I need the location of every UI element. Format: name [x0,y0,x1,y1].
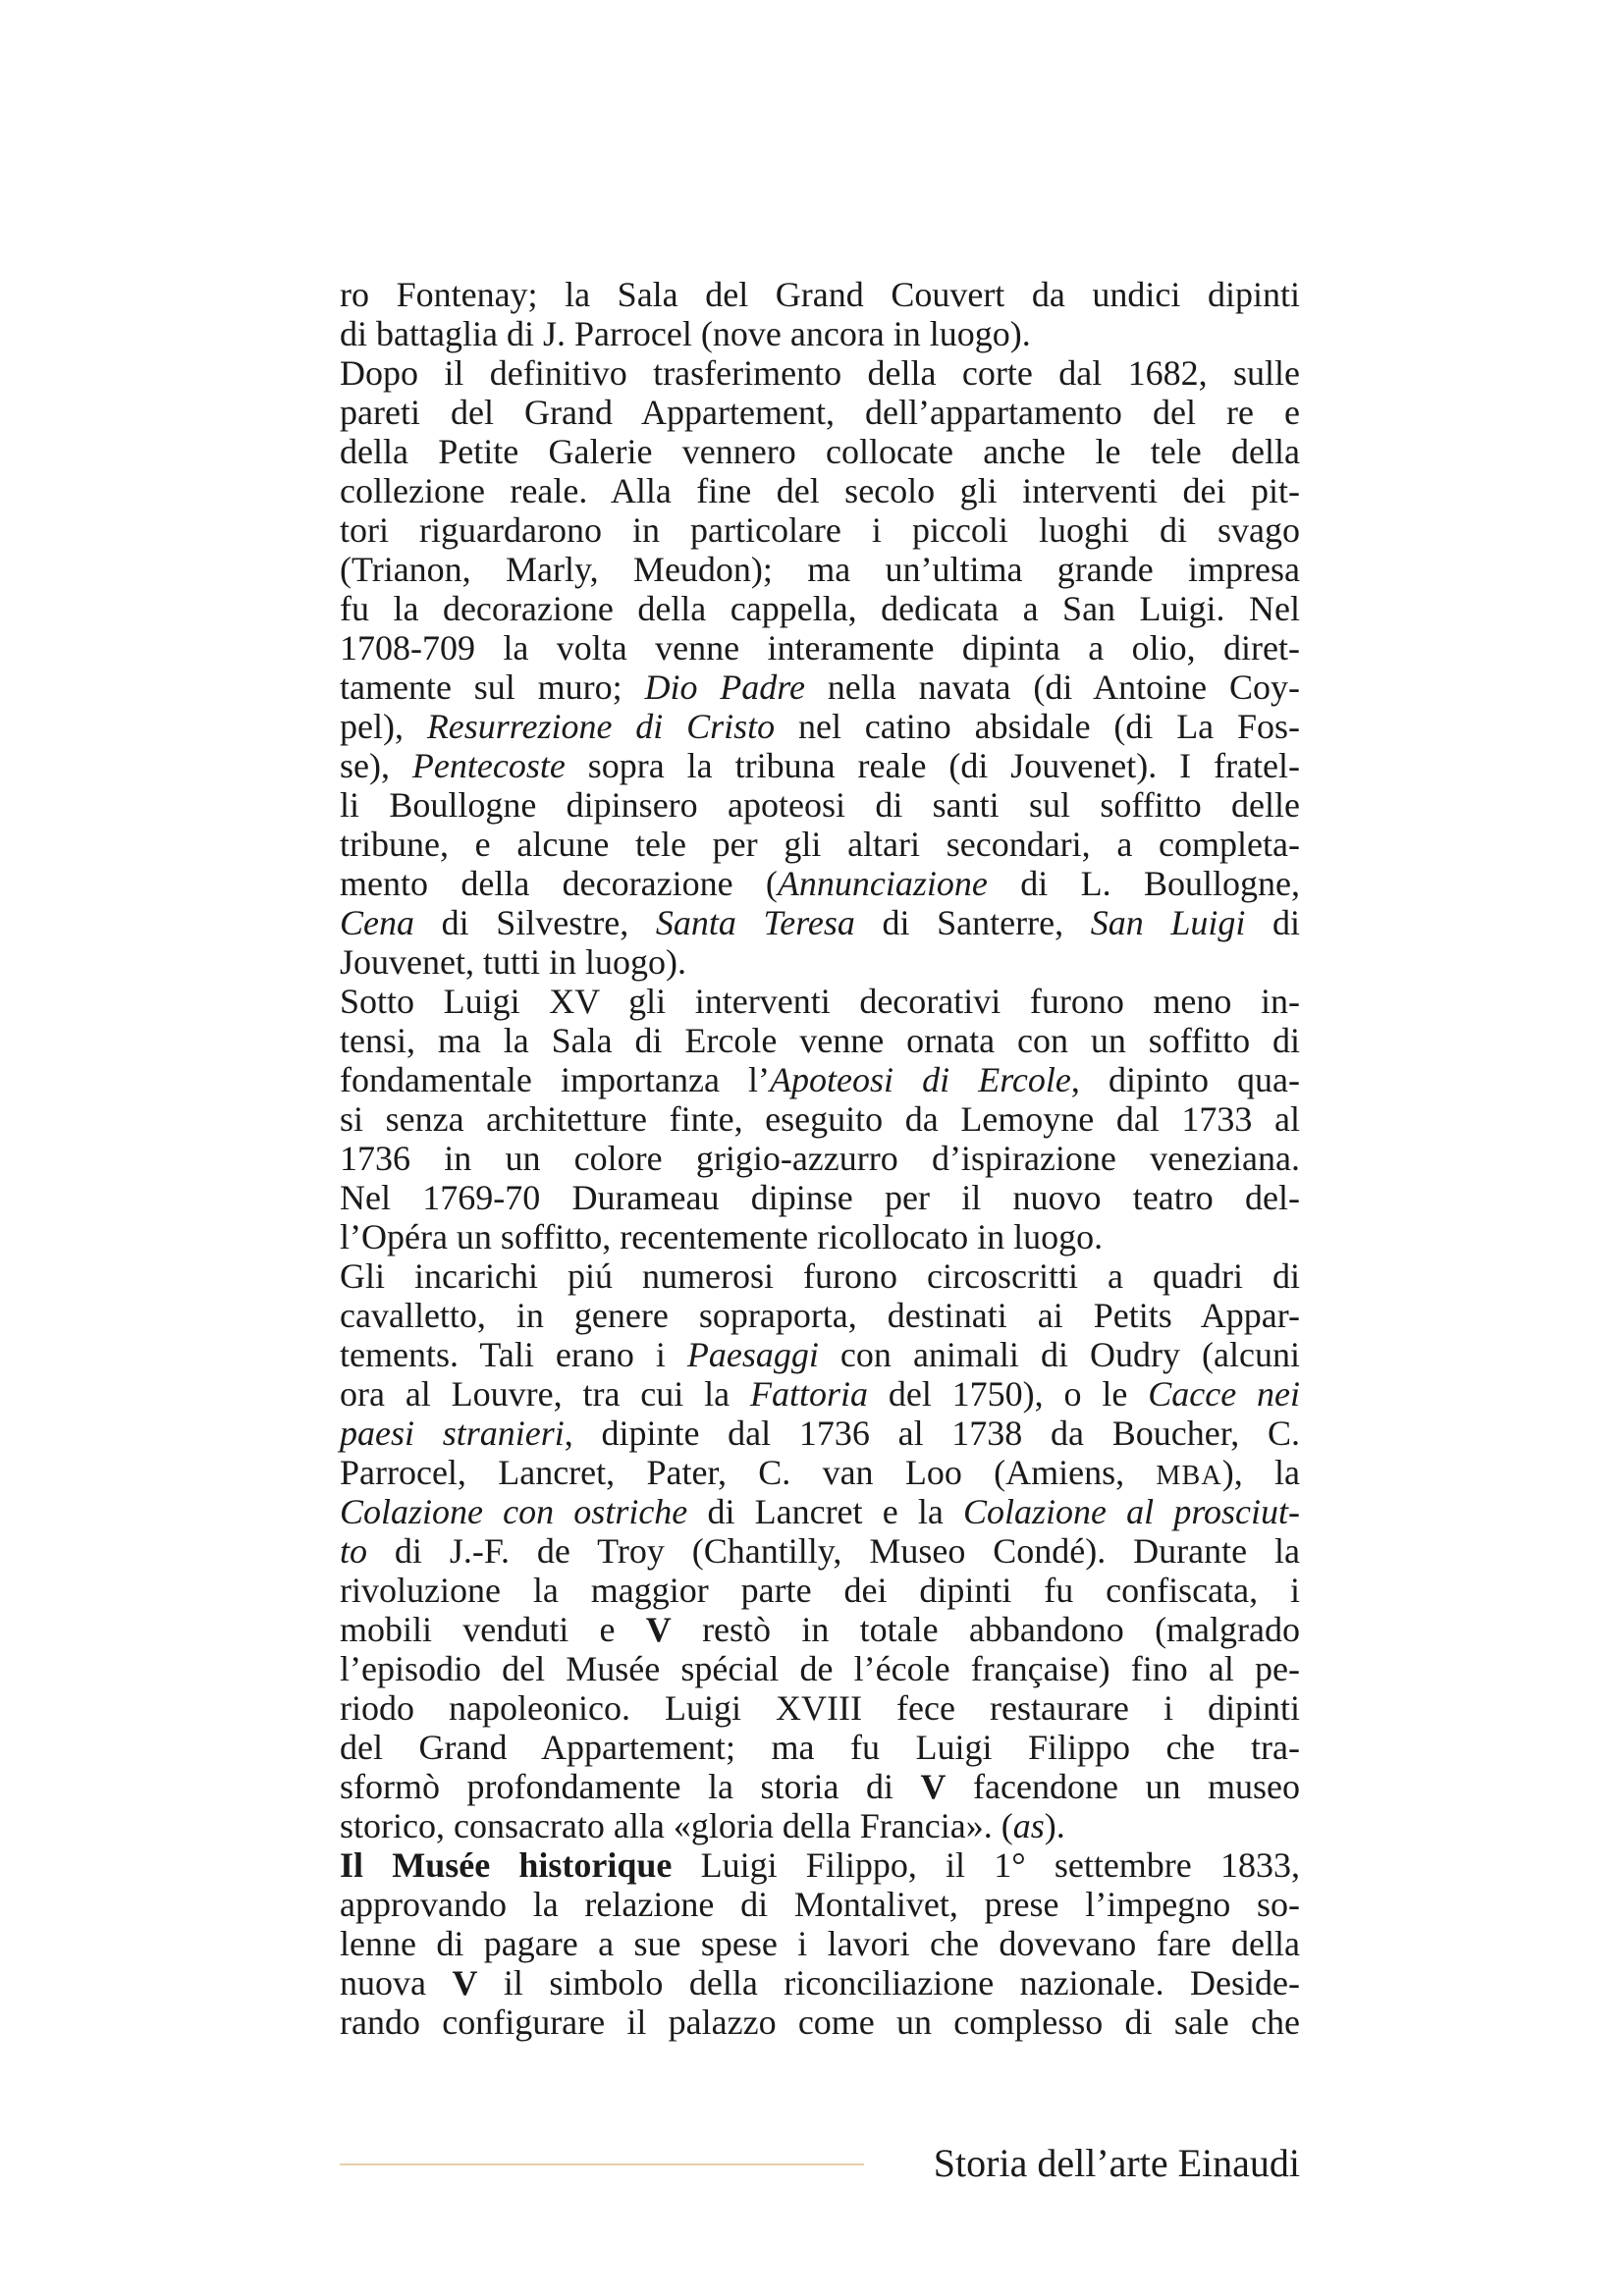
text-line [340,353,1300,393]
text-run: cavalletto, in genere sopraporta, destinati ai Petits Appar- [340,1296,1300,1335]
text-run: Parrocel, Lancret, Pater, C. van Loo (Amiens, [340,1453,1157,1492]
text-run: mento della decorazione ( [340,864,778,903]
italic-text: Cena [340,903,414,942]
italic-text: Resurrezione di Cristo [426,707,776,746]
text-run: fu la decorazione della cappella, dedicata a San Luigi. Nel [340,589,1300,628]
text-line [340,1885,1300,1924]
text-run: MBA [1156,1461,1222,1491]
italic-text: Paesaggi [686,1335,819,1374]
italic-text: Pentecoste [411,746,566,785]
text-run: il simbolo della riconciliazione nazionale. Deside- [477,1963,1300,2002]
text-run: Jouvenet, tutti in luogo). [340,942,686,982]
text-run: di [1245,903,1300,942]
text-run: 1708-709 la volta venne interamente dipinta a olio, diret- [340,628,1300,667]
text-line [340,1571,1300,1610]
text-run: Sotto Luigi XV gli interventi decorativi furono meno in- [340,982,1300,1021]
text-run: lenne di pagare a sue spese i lavori che dovevano fare della [340,1924,1300,1963]
text-run: (Trianon, Marly, Meudon); ma un’ultima grande impresa [340,550,1300,589]
text-run: pareti del Grand Appartement, dell’appartamento del re e [340,393,1300,432]
text-run: del 1750), o le [867,1374,1149,1414]
italic-text: Fattoria [749,1374,868,1414]
text-line [340,432,1300,471]
text-line [340,1728,1300,1767]
italic-text: as [1012,1806,1045,1845]
text-run: di battaglia di J. Parrocel (nove ancora in luogo). [340,314,1031,353]
text-line [340,1414,1300,1453]
italic-text: Colazione al prosciut- [963,1492,1300,1531]
text-line [340,1767,1300,1806]
text-run: Gli incarichi piú numerosi furono circoscritti a quadri di [340,1256,1300,1296]
text-run: Nel 1769-70 Durameau dipinse per il nuovo teatro del- [340,1178,1300,1217]
text-line [340,275,1300,314]
text-line [340,746,1300,785]
text-run: Dopo il definitivo trasferimento della corte dal 1682, sulle [340,353,1300,393]
bold-text: V [452,1963,478,2002]
text-run: tori riguardarono in particolare i piccoli luoghi di svago [340,510,1300,550]
text-line [340,1139,1300,1178]
text-run: tamente sul muro; [340,667,645,707]
text-run: Luigi Filippo, il 1° settembre 1833, [672,1845,1300,1885]
text-line [340,1845,1300,1885]
text-run: della Petite Galerie vennero collocate anche le tele della [340,432,1300,471]
text-run: nella navata (di Antoine Coy- [804,667,1300,707]
text-run: tements. Tali erano i [340,1335,687,1374]
text-line [340,1217,1300,1256]
text-line [340,1099,1300,1139]
text-line [340,1374,1300,1414]
text-line [340,393,1300,432]
text-run: di Lancret e la [687,1492,963,1531]
text-run: ora al Louvre, tra cui la [340,1374,750,1414]
text-line [340,1021,1300,1060]
text-line [340,628,1300,667]
text-run: sformò profondamente la storia di [340,1767,921,1806]
text-run: facendone un museo [946,1767,1300,1806]
body-text [340,275,1300,2042]
text-line [340,1610,1300,1649]
text-run: ). [1044,1806,1065,1845]
text-run: tribune, e alcune tele per gli altari secondari, a completa- [340,825,1300,864]
text-run: nel catino absidale (di La Fos- [775,707,1301,746]
text-run: l’episodio del Musée spécial de l’école française) fino al pe- [340,1649,1300,1688]
text-line [340,942,1300,982]
text-line [340,1060,1300,1099]
text-run: di J.-F. de Troy (Chantilly, Museo Condé). Durante la [367,1531,1300,1571]
text-line [340,825,1300,864]
text-run: del Grand Appartement; ma fu Luigi Filippo che tra- [340,1728,1300,1767]
italic-text: Santa Teresa [655,903,855,942]
text-run: restò in totale abbandono (malgrado [671,1610,1301,1649]
footer-title: Storia dell’arte Einaudi [933,2141,1300,2185]
italic-text: to [340,1531,368,1571]
text-line [340,1296,1300,1335]
bold-text: Il Musée historique [340,1845,673,1885]
text-run: 1736 in un colore grigio-azzurro d’ispirazione veneziana. [340,1139,1300,1178]
text-run: tensi, ma la Sala di Ercole venne ornata con un soffitto di [340,1021,1300,1060]
text-run: ), la [1221,1453,1300,1492]
footer-rule [340,2163,864,2165]
text-run: , dipinte dal 1736 al 1738 da Boucher, C. [564,1414,1300,1453]
text-line [340,550,1300,589]
text-run: di Silvestre, [414,903,656,942]
text-line [340,1924,1300,1963]
text-line [340,2002,1300,2042]
text-run: di Santerre, [854,903,1091,942]
text-line [340,1963,1300,2002]
italic-text: Cacce nei [1148,1374,1301,1414]
text-line [340,510,1300,550]
text-run: rivoluzione la maggior parte dei dipinti fu confiscata, i [340,1571,1300,1610]
text-line [340,864,1300,903]
italic-text: Dio Padre [644,667,805,707]
italic-text: Colazione con ostriche [340,1492,688,1531]
text-line [340,1531,1300,1571]
text-run: di L. Boullogne, [987,864,1300,903]
text-run: ro Fontenay; la Sala del Grand Couvert da undici dipinti [340,275,1300,314]
italic-text: paesi stranieri [340,1414,565,1453]
text-line [340,785,1300,825]
text-line [340,1806,1300,1845]
italic-text: San Luigi [1090,903,1246,942]
text-line [340,903,1300,942]
text-line [340,1688,1300,1728]
text-run: riodo napoleonico. Luigi XVIII fece restaurare i dipinti [340,1688,1300,1728]
text-run: li Boullogne dipinsero apoteosi di santi sul soffitto delle [340,785,1300,825]
text-run: sopra la tribuna reale (di Jouvenet). I fratel- [565,746,1301,785]
text-run: si senza architetture finte, eseguito da Lemoyne dal 1733 al [340,1099,1300,1139]
bold-text: V [645,1610,672,1649]
bold-text: V [920,1767,947,1806]
text-line [340,471,1300,510]
text-line [340,1256,1300,1296]
text-line [340,1453,1300,1492]
text-line [340,982,1300,1021]
text-line [340,314,1300,353]
italic-text: Annunciazione [777,864,988,903]
text-line [340,1335,1300,1374]
text-line [340,1178,1300,1217]
text-run: storico, consacrato alla «gloria della Francia». ( [340,1806,1013,1845]
text-line [340,1492,1300,1531]
italic-text: Apoteosi di Ercole [770,1060,1071,1099]
text-line [340,589,1300,628]
text-run: fondamentale importanza l’ [340,1060,771,1099]
text-line [340,707,1300,746]
text-run: collezione reale. Alla fine del secolo gli interventi dei pit- [340,471,1300,510]
text-line [340,1649,1300,1688]
text-run: approvando la relazione di Montalivet, prese l’impegno so- [340,1885,1300,1924]
text-run: rando configurare il palazzo come un complesso di sale che [340,2002,1300,2042]
text-run: con animali di Oudry (alcuni [818,1335,1300,1374]
text-line [340,667,1300,707]
text-run: mobili venduti e [340,1610,646,1649]
text-run: l’Opéra un soffitto, recentemente ricollocato in luogo. [340,1217,1104,1256]
text-run: nuova [340,1963,453,2002]
text-run: pel), [340,707,427,746]
text-run: se), [340,746,412,785]
text-run: , dipinto qua- [1070,1060,1301,1099]
